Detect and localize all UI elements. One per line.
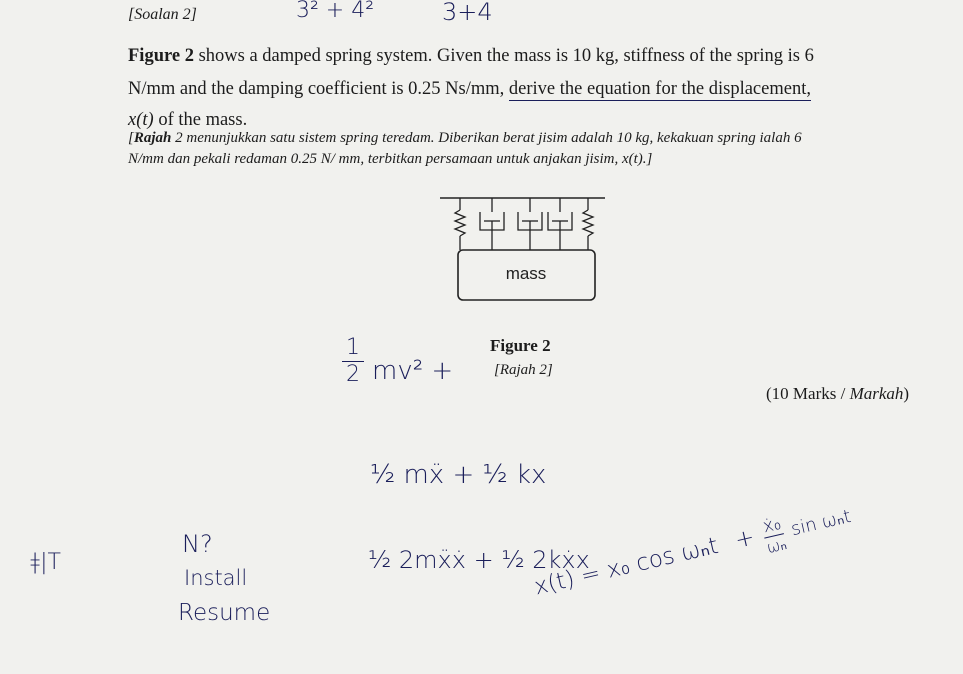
handwritten-note-n: N?	[182, 530, 213, 558]
left-damper	[480, 198, 504, 250]
figure-reference: Figure 2	[128, 46, 194, 66]
right-spring	[583, 198, 593, 250]
marks-text: (10 Marks /	[766, 384, 850, 403]
solution-fraction-denominator: ωₙ	[764, 534, 789, 558]
mass-label: mass	[505, 264, 547, 283]
question-line-2-underlined: derive the equation for the displacement,	[508, 79, 811, 99]
fraction-numerator: 1	[346, 335, 360, 360]
malay-figure-reference: Rajah	[133, 130, 172, 146]
solution-plus: +	[732, 524, 758, 555]
figure-caption-malay: [Rajah 2]	[494, 362, 553, 378]
question-line-1-text: shows a damped spring system. Given the mass is 10 kg, stiffness of the spring is 6	[198, 46, 814, 66]
malay-bracket: [	[128, 130, 134, 146]
solution-fraction	[760, 514, 788, 558]
handwritten-derivative-equation: ½ 2mẍẋ + ½ 2kẋx	[368, 546, 590, 574]
malay-line-1-text: 2 menunjukkan satu sistem spring teredam. Diberikan berat jisim adalah 10 kg, kekakuan spring ialah 6	[175, 130, 802, 146]
fraction-denominator: 2	[346, 362, 360, 387]
question-english-line-2	[128, 79, 811, 100]
question-malay-line-2: N/mm dan pekali redaman 0.25 N/ mm, terbitkan persamaan untuk anjakan jisim, x(t).]	[128, 151, 653, 167]
question-header: [Soalan 2]	[128, 6, 197, 23]
question-line-3-text: of the mass.	[158, 110, 248, 130]
spring-damper-figure	[440, 190, 620, 305]
figure-caption: Figure 2	[490, 336, 551, 355]
question-line-2-part1: N/mm and the damping coefficient is 0.25 Ns/mm,	[128, 79, 505, 99]
question-english-line-3	[128, 110, 247, 131]
right-damper	[548, 198, 572, 250]
solution-fraction-numerator: ẋ₀	[760, 512, 783, 538]
handwritten-scribble-a: 3² + 4²	[296, 0, 375, 23]
marks-close: )	[903, 384, 910, 403]
handwritten-half-fraction	[342, 336, 364, 387]
left-spring	[455, 198, 465, 250]
solution-sine-term: sin ωₙt	[789, 506, 853, 541]
marks-text-malay: Markah	[849, 384, 904, 403]
marks-allocation	[766, 384, 909, 404]
question-malay-line-1	[128, 130, 802, 147]
handwritten-scribble-b: 3+4	[442, 0, 493, 26]
question-english-line-1	[128, 46, 814, 67]
handwritten-margin-mark: ǂ|T	[30, 550, 61, 575]
handwritten-energy-equation: ½ mẍ + ½ kx	[370, 460, 547, 490]
handwritten-note-resume: Resume	[178, 600, 271, 626]
solution-cosine-term: x(t) = x₀ cos ωₙt	[531, 532, 721, 601]
middle-damper	[518, 198, 542, 250]
handwritten-note-install: Install	[184, 566, 248, 590]
handwritten-kinetic-energy: mv² +	[372, 356, 454, 386]
displacement-variable: x(t)	[128, 110, 154, 130]
